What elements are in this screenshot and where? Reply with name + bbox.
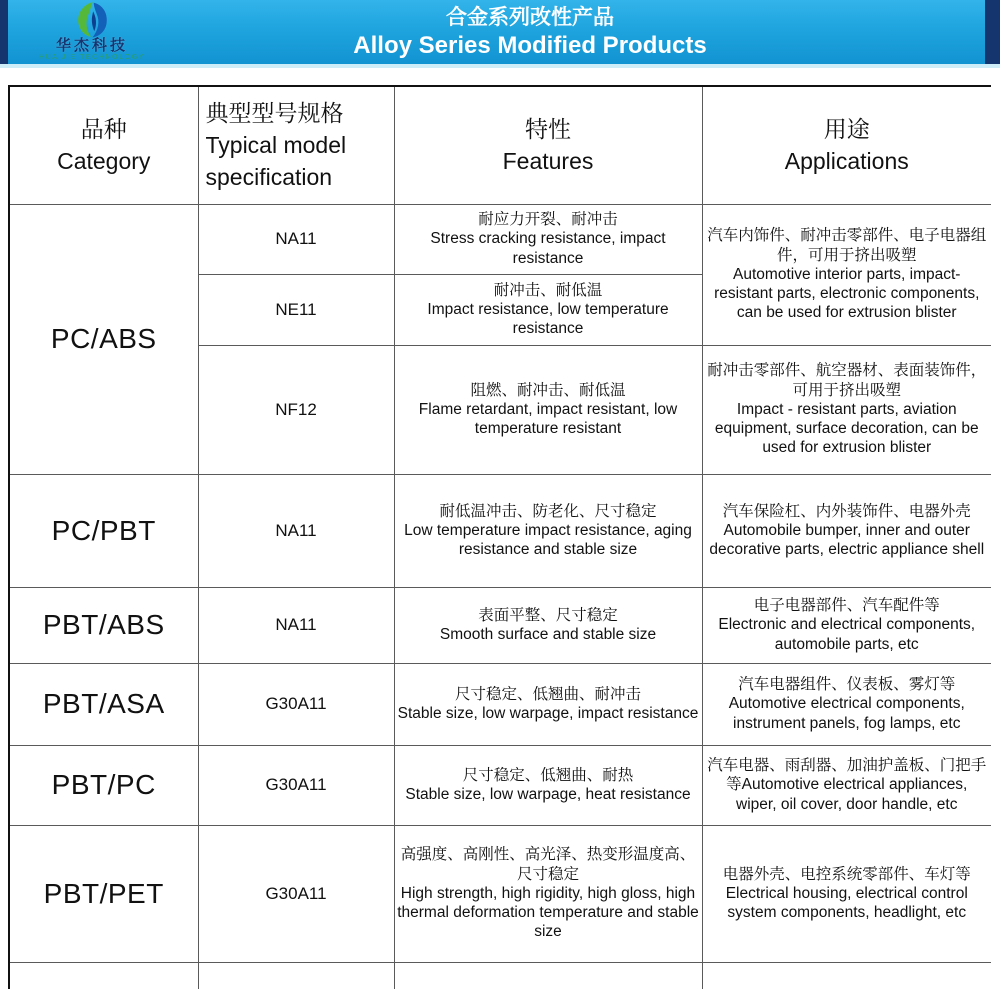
features-zh: 耐低温冲击、防老化、尺寸稳定 [439,502,657,520]
col-header-category-en: Category [57,148,151,175]
table-row-pcabs-na11 [9,204,991,274]
features-en: Stable size, low warpage, impact resistance [397,705,699,722]
features-en: Smooth surface and stable size [439,626,657,643]
cell-model-pbtabs: NA11 [198,587,394,663]
cell-applications-pbtasa [702,663,991,745]
table-header-row [9,86,991,204]
table-row-pcpbt [9,474,991,587]
logo-icon [72,1,112,38]
cell-features-pcabs-nf12 [394,345,702,474]
features-zh: 表面平整、尺寸稳定 [478,606,618,624]
applications-zh: 耐冲击零部件、航空器材、表面装饰件，可用于挤出吸塑 [707,362,987,399]
applications-en: Automotive electrical appliances, wiper, oil cover, door handle, etc [736,776,968,813]
features-zh: 尺寸稳定、低翘曲、耐冲击 [454,685,641,703]
banner-underline [0,64,1000,68]
applications-zh: 电器外壳、电控系统零部件、车灯等 [722,865,971,883]
cell-category-pbtpc: PBT/PC [9,745,198,825]
cell-applications-pbtabs [702,587,991,663]
applications-en: Electronic and electrical components, automobile parts, etc [718,616,976,653]
features-zh: 耐冲击、耐低温 [493,281,603,299]
features-zh: 尺寸稳定、低翘曲、耐热 [462,766,634,784]
applications-zh: 汽车内饰件、耐冲击零部件、电子电器组件，可用于挤出吸塑 [707,227,987,264]
page-title-en: Alloy Series Modified Products [353,32,707,60]
col-header-applications-zh: 用途 [823,116,870,143]
col-header-model-zh: 典型型号规格 [205,99,344,126]
banner-titles [60,0,1000,64]
cell-features-pcpbt [394,474,702,587]
logo-name: 华杰科技 [55,37,128,54]
features-en: Flame retardant, impact resistant, low temperature resistant [418,400,678,438]
cell-features-pcabs-na11 [394,204,702,274]
cell-category-pbtasa: PBT/ASA [9,663,198,745]
cell-model-pbtpc: G30A11 [198,745,394,825]
features-en: High strength, high rigidity, high gloss, high thermal deformation temperature and stable size [397,884,699,941]
col-header-model [198,86,394,204]
company-logo [28,1,156,63]
cell-category-pcpbt: PC/PBT [9,474,198,587]
cell-model-pcpbt: NA11 [198,474,394,587]
applications-en: Impact - resistant parts, aviation equipment, surface decoration, can be used for extrusion blister [714,400,979,457]
cell-empty [9,962,198,989]
table-row-pbtasa [9,663,991,745]
cell-model-pbtasa: G30A11 [198,663,394,745]
applications-zh: 汽车电器、雨刮器、加油护盖板、门把手等 [707,757,987,794]
cell-applications-pbtpc [702,745,991,825]
table-row-pbtabs [9,587,991,663]
cell-features-pbtasa [394,663,702,745]
table-row-pbtpc [9,745,991,825]
products-table-wrap [8,85,991,989]
applications-en: Automotive interior parts, impact-resistant parts, electronic components, can be used for extrusion blister [714,265,980,322]
applications-en: Automotive electrical components, instrument panels, fog lamps, etc [728,695,965,732]
applications-en: Automobile bumper, inner and outer decorative parts, electric appliance shell [709,521,985,559]
cell-model-na11: NA11 [198,204,394,274]
applications-zh: 汽车保险杠、内外装饰件、电器外壳 [722,502,971,520]
cell-features-pbtpet [394,825,702,962]
col-header-category [9,86,198,204]
table-row-pbtpet [9,825,991,962]
banner-left-edge [0,0,8,64]
features-zh: 耐应力开裂、耐冲击 [478,211,618,229]
cell-model-pbtpet: G30A11 [198,825,394,962]
cell-category-pcabs: PC/ABS [9,204,198,474]
cell-empty [198,962,394,989]
table-row-empty [9,962,991,989]
cell-model-ne11: NE11 [198,274,394,345]
features-zh: 阻燃、耐冲击、耐低温 [470,381,626,399]
cell-model-nf12: NF12 [198,345,394,474]
cell-features-pcabs-ne11 [394,274,702,345]
col-header-model-en: Typical model specification [205,132,347,191]
products-table [8,85,991,989]
page-title-zh: 合金系列改性产品 [446,6,614,29]
features-zh: 高强度、高刚性、高光泽、热变形温度高、尺寸稳定 [400,846,696,883]
col-header-features-en: Features [502,148,594,175]
col-header-category-zh: 品种 [80,116,127,143]
cell-applications-pcabs-nf12 [702,345,991,474]
cell-empty [394,962,702,989]
applications-en: Electrical housing, electrical control system components, headlight, etc [725,884,968,922]
applications-zh: 电子电器部件、汽车配件等 [753,597,940,615]
col-header-features-zh: 特性 [525,116,571,143]
cell-applications-pcabs-na11-ne11 [702,204,991,345]
features-en: Stress cracking resistance, impact resistance [430,230,666,267]
cell-category-pbtpet: PBT/PET [9,825,198,962]
applications-zh: 汽车电器组件、仪表板、雾灯等 [738,676,956,694]
cell-empty [702,962,991,989]
cell-applications-pcpbt [702,474,991,587]
features-en: Impact resistance, low temperature resistance [427,300,669,338]
col-header-applications-en: Applications [784,148,909,175]
cell-features-pbtabs [394,587,702,663]
header-banner [0,0,1000,64]
cell-category-pbtabs: PBT/ABS [9,587,198,663]
col-header-features [394,86,702,204]
features-en: Low temperature impact resistance, aging resistance and stable size [404,521,692,559]
features-en: Stable size, low warpage, heat resistance [405,786,691,803]
logo-subname: HUA JIE TECHNOLOGY [38,53,146,61]
cell-features-pbtpc [394,745,702,825]
cell-applications-pbtpet [702,825,991,962]
col-header-applications [702,86,991,204]
